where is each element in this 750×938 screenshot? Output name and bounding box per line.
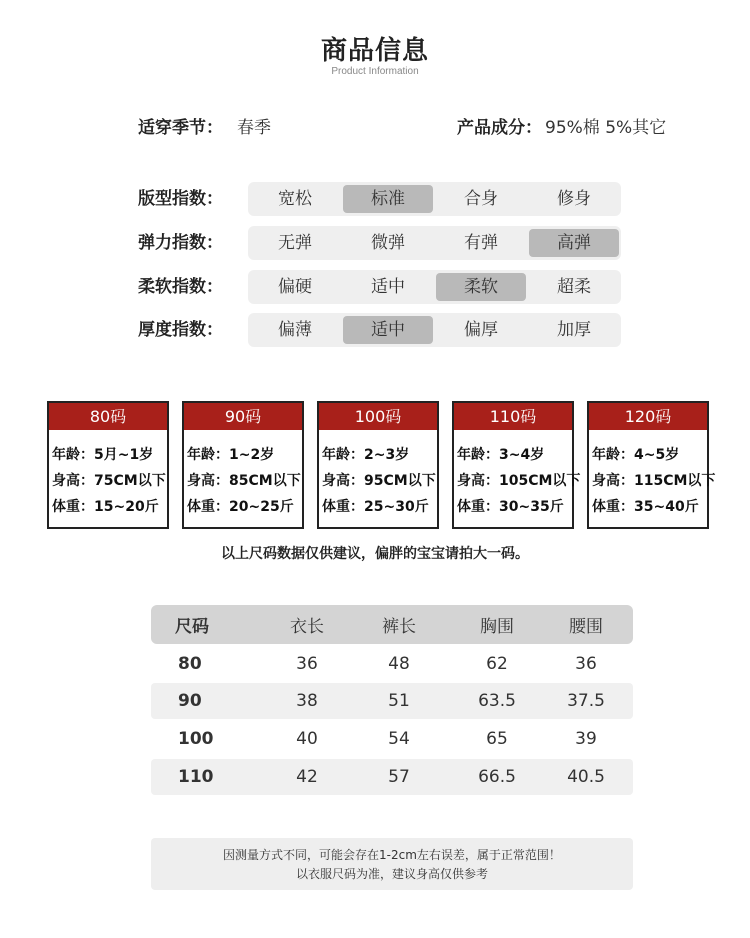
table-cell-waist: 40.5 [567,767,605,787]
size-card [452,401,581,529]
table-cell-pants: 51 [388,691,410,711]
table-cell-size: 80 [178,654,202,674]
index-scale [248,270,621,304]
size-card-height: 身高：95CM以下 [322,473,436,489]
table-row [151,721,633,757]
table-cell-length: 38 [296,691,318,711]
table-cell-waist: 36 [575,654,597,674]
index-label: 弹力指数： [138,233,223,253]
size-card [47,401,169,529]
index-option: 微弹 [371,233,405,253]
index-scale [248,313,621,347]
table-row [151,646,633,682]
page-subtitle: Product Information [331,66,419,77]
size-card-height: 身高：115CM以下 [592,473,716,489]
season-value: 春季 [237,118,271,138]
table-cell-chest: 63.5 [478,691,516,711]
index-option: 超柔 [557,277,591,297]
size-card-weight: 体重：15~20斤 [52,499,159,515]
table-row [151,683,633,719]
index-option: 修身 [557,189,591,209]
size-table-header [151,605,633,644]
material-label: 产品成分： [457,118,542,138]
index-scale [248,182,621,216]
size-card-title: 80码 [49,403,167,430]
table-cell-chest: 66.5 [478,767,516,787]
header-cell-length: 衣长 [290,617,324,637]
index-option: 偏薄 [278,320,312,340]
size-card [182,401,304,529]
material-value: 95%棉 5%其它 [545,118,667,138]
footer-line-1: 因测量方式不同，可能会存在1-2cm左右误差，属于正常范围！ [223,848,561,862]
index-option: 有弹 [464,233,498,253]
index-option: 宽松 [278,189,312,209]
index-option: 加厚 [557,320,591,340]
size-card [317,401,439,529]
size-card-title: 90码 [184,403,302,430]
table-cell-size: 110 [178,767,214,787]
size-card-age: 年龄：5月~1岁 [52,447,154,463]
table-cell-size: 100 [178,729,214,749]
table-cell-chest: 65 [486,729,508,749]
index-scale [248,226,621,260]
table-cell-length: 42 [296,767,318,787]
table-cell-pants: 54 [388,729,410,749]
size-card-weight: 体重：30~35斤 [457,499,564,515]
index-label: 厚度指数： [138,320,223,340]
table-cell-waist: 39 [575,729,597,749]
header-cell-chest: 胸围 [480,617,514,637]
size-card-weight: 体重：20~25斤 [187,499,294,515]
table-cell-chest: 62 [486,654,508,674]
header-cell-size: 尺码 [175,617,209,637]
footer-line-2: 以衣服尺码为准，建议身高仅供参考 [295,867,488,881]
table-cell-length: 36 [296,654,318,674]
size-card-height: 身高：75CM以下 [52,473,166,489]
size-card-age: 年龄：1~2岁 [187,447,275,463]
size-card-height: 身高：85CM以下 [187,473,301,489]
table-cell-size: 90 [178,691,202,711]
size-card-age: 年龄：3~4岁 [457,447,545,463]
index-option-selected: 适中 [343,316,433,344]
size-note: 以上尺码数据仅供建议，偏胖的宝宝请拍大一码。 [221,546,529,562]
index-option-selected: 高弹 [529,229,619,257]
size-card-weight: 体重：35~40斤 [592,499,699,515]
size-card-age: 年龄：4~5岁 [592,447,680,463]
header-cell-pants: 裤长 [382,617,416,637]
size-card-height: 身高：105CM以下 [457,473,581,489]
index-option-selected: 标准 [343,185,433,213]
size-card-age: 年龄：2~3岁 [322,447,410,463]
size-card-title: 120码 [589,403,707,430]
index-option: 合身 [464,189,498,209]
index-label: 柔软指数： [138,277,223,297]
size-card-title: 100码 [319,403,437,430]
index-option-selected: 柔软 [436,273,526,301]
size-card-weight: 体重：25~30斤 [322,499,429,515]
page-title: 商品信息 [320,36,429,66]
size-card [587,401,716,529]
table-cell-pants: 57 [388,767,410,787]
table-cell-waist: 37.5 [567,691,605,711]
footer-note [151,838,633,890]
index-option: 偏厚 [464,320,498,340]
table-cell-pants: 48 [388,654,410,674]
index-option: 适中 [371,277,405,297]
size-card-title: 110码 [454,403,572,430]
season-label: 适穿季节： [138,118,223,138]
table-row [151,759,633,795]
index-option: 偏硬 [278,277,312,297]
index-label: 版型指数： [138,189,223,209]
index-option: 无弹 [278,233,312,253]
table-cell-length: 40 [296,729,318,749]
header-cell-waist: 腰围 [569,617,603,637]
